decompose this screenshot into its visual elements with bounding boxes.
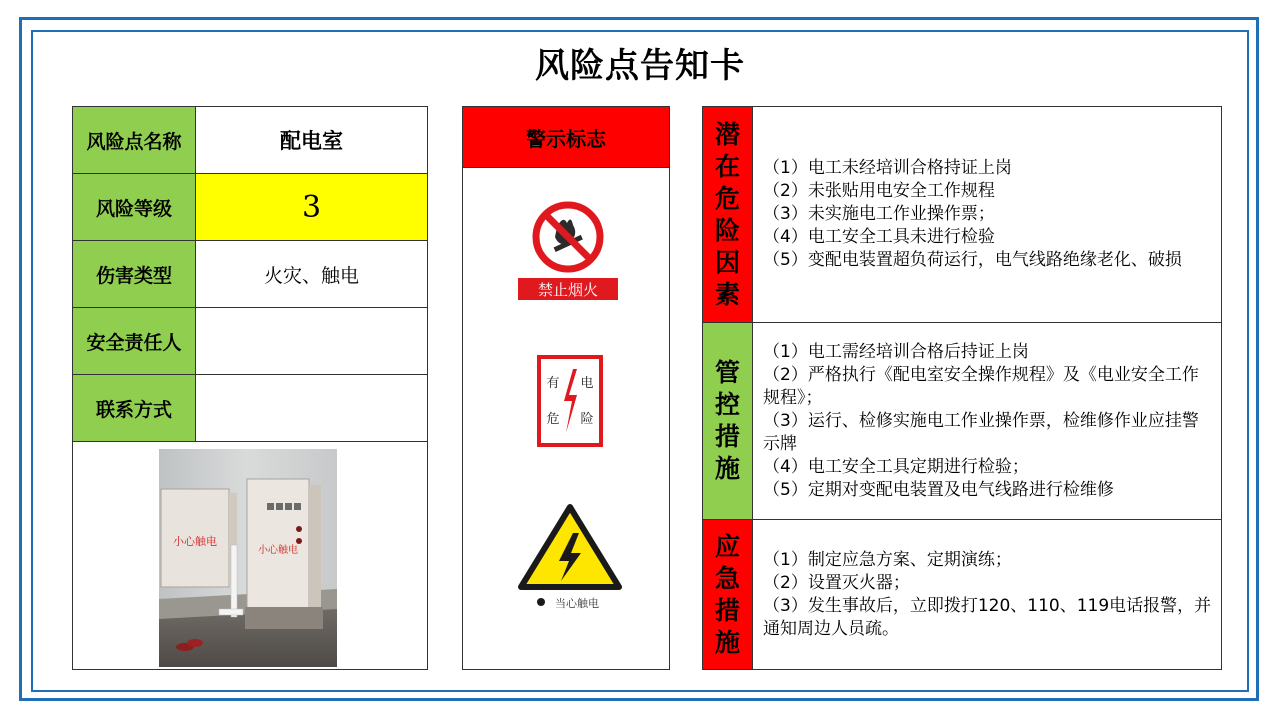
row-safety-owner [73,308,427,375]
warning-signs-panel [462,106,670,670]
section-emergency-measures [703,520,1221,669]
label-risk-level: 风险等级 [73,174,196,240]
row-risk-point-name [73,107,427,174]
section-label-control [703,323,753,519]
value-safety-owner [196,308,427,374]
control-item: （5）定期对变配电装置及电气线路进行检维修 [763,479,1114,500]
hazard-item: （1）电工未经培训合格持证上岗 [763,158,1012,178]
section-label-hazards [703,107,753,322]
row-contact [73,375,427,442]
row-injury-type [73,241,427,308]
label-text-hazards: 潜在危险因素 [714,119,740,309]
danger-char-1: 有 [546,376,560,391]
section-potential-hazards [703,107,1221,323]
label-text-emergency: 应急措施 [714,531,740,657]
hazard-item: （3）未实施电工作业操作票； [763,204,995,224]
warning-signs-header: 警示标志 [463,107,669,168]
value-risk-level: 3 [196,174,427,240]
control-content [763,323,1213,519]
danger-char-3: 危 [546,412,560,427]
emergency-item: （3）发生事故后，立即拨打120、110、119电话报警，并通知周边人员疏。 [763,595,1212,639]
control-item: （1）电工需经培训合格后持证上岗 [763,341,1029,362]
row-risk-level [73,174,427,241]
value-contact [196,375,427,441]
electric-danger-sign-icon [537,355,603,447]
no-fire-caption: 禁止烟火 [537,281,599,299]
electric-shock-warning-icon [515,503,625,611]
emergency-item: （1）制定应急方案、定期演练； [763,549,1012,570]
emergency-content [763,520,1213,669]
label-risk-point-name: 风险点名称 [73,107,196,173]
hazard-item: （4）电工安全工具未进行检验 [763,227,995,247]
photo-label-left: 小心触电 [173,535,217,548]
emergency-item: （2）设置灭火器； [763,572,910,593]
page-title: 风险点告知卡 [535,46,745,86]
label-injury-type: 伤害类型 [73,241,196,307]
control-item: （4）电工安全工具定期进行检验； [763,456,1029,477]
hazard-item: （5）变配电装置超负荷运行，电气线路绝缘老化、破损 [763,250,1182,270]
hazards-content [763,107,1213,322]
label-text-control: 管控措施 [714,358,740,483]
no-fire-sign-icon [513,197,623,303]
info-table [72,106,428,670]
value-risk-point-name: 配电室 [280,129,343,153]
label-contact: 联系方式 [73,375,196,441]
section-control-measures [703,323,1221,520]
photo-label-right: 小心触电 [258,545,298,556]
danger-char-4: 险 [580,412,594,427]
control-item: （3）运行、检修实施电工作业操作票，检维修作业应挂警示牌 [763,410,1199,454]
label-safety-owner: 安全责任人 [73,308,196,374]
section-label-emergency [703,520,753,669]
danger-char-2: 电 [580,376,594,391]
distribution-room-photo [159,449,337,667]
control-item: （2）严格执行《配电室安全操作规程》及《电业安全工作规程》； [763,364,1199,408]
shock-caption: 当心触电 [555,597,599,610]
risk-table [702,106,1222,670]
value-injury-type: 火灾、触电 [263,264,359,287]
hazard-item: （2）未张贴用电安全工作规程 [763,181,995,201]
